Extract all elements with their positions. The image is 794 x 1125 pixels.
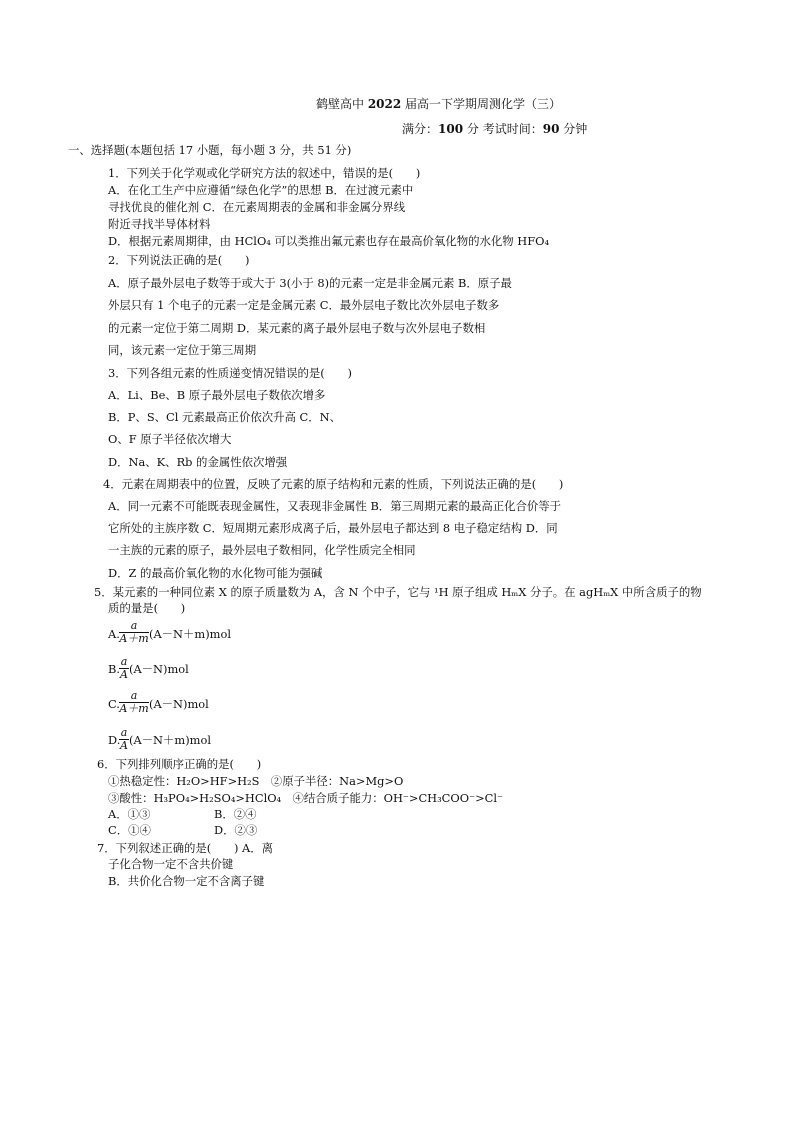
q6-option-d: D．②③ [214, 823, 258, 837]
q6-line: ③酸性：H₃PO₄>H₂SO₄>HClO₄ ④结合质子能力：OH⁻>CH₃COO⁻>Cl⁻ [108, 791, 504, 805]
q3-stem: 3．下列各组元素的性质递变情况错误的是( ) [108, 366, 352, 380]
q5-option-b-label: B. [108, 662, 120, 676]
q1-stem: 1．下列关于化学观或化学研究方法的叙述中，错误的是( ) [108, 166, 421, 180]
exam-meta: 满分：100 分 考试时间：90 分钟 [402, 122, 588, 136]
q4-line: 它所处的主族序数 C．短周期元素形成离子后，最外层电子都达到 8 电子稳定结构 D．同 [108, 521, 558, 535]
q7-stem: 7．下列叙述正确的是( ) A．离 [97, 841, 274, 855]
q4-stem: 4．元素在周期表中的位置，反映了元素的原子结构和元素的性质，下列说法正确的是( ) [103, 477, 564, 491]
q6-line: ①热稳定性：H₂O>HF>H₂S ②原子半径：Na>Mg>O [108, 774, 404, 788]
q5-option-a-tail: (A－N＋m)mol [149, 627, 231, 641]
q7-option-b: B．共价化合物一定不含离子键 [108, 874, 265, 888]
page-title: 鹤壁高中 2022 届高一下学期周测化学（三） [316, 97, 562, 111]
q5-line: 质的量是( ) [108, 601, 186, 615]
q4-option-d: D．Z 的最高价氧化物的水化物可能为强碱 [108, 566, 323, 580]
q2-line: 的元素一定位于第二周期 D．某元素的离子最外层电子数与次外层电子数相 [108, 321, 486, 335]
q5-stem: 5．某元素的一种同位素 X 的原子质量数为 A，含 N 个中子，它与 ¹H 原子组成 HₘX 分子。在 agHₘX 中所含质子的物 [94, 585, 702, 599]
q5-option-d-label: D. [108, 733, 121, 747]
q5-option-c-label: C. [108, 697, 120, 711]
q2-stem: 2．下列说法正确的是( ) [108, 253, 250, 267]
q4-line: A．同一元素不可能既表现金属性，又表现非金属性 B．第三周期元素的最高正化合价等于 [108, 499, 562, 513]
q1-line: 寻找优良的催化剂 C．在元素周期表的金属和非金属分界线 [108, 200, 406, 214]
q7-line: 子化合物一定不含共价键 [108, 857, 234, 871]
q5-option-d-tail: (A－N＋m)mol [129, 733, 211, 747]
q1-option-d: D．根据元素周期律，由 HClO₄ 可以类推出氟元素也存在最高价氧化物的水化物 HFO₄ [108, 234, 550, 248]
q4-line: 一主族的元素的原子，最外层电子数相同，化学性质完全相同 [108, 543, 416, 557]
section-heading: 一、选择题(本题包括 17 小题，每小题 3 分，共 51 分) [68, 143, 352, 157]
q5-option-b-fraction: a A [120, 655, 128, 681]
q3-line: B．P、S、Cl 元素最高正价依次升高 C．N、 [108, 410, 341, 424]
q2-line: 同，该元素一定位于第三周期 [108, 343, 257, 357]
q3-option-a: A．Li、Be、B 原子最外层电子数依次增多 [108, 388, 326, 402]
q5-option-b-tail: (A－N)mol [129, 662, 189, 676]
q5-option-c-tail: (A－N)mol [149, 697, 209, 711]
q3-line: O、F 原子半径依次增大 [108, 432, 232, 446]
q2-line: A．原子最外层电子数等于或大于 3(小于 8)的元素一定是非金属元素 B．原子最 [108, 276, 512, 290]
q6-option-b: B．②④ [214, 807, 257, 821]
q5-option-c-fraction: a A＋m [119, 689, 149, 715]
q2-line: 外层只有 1 个电子的元素一定是金属元素 C．最外层电子数比次外层电子数多 [108, 298, 500, 312]
q5-option-a-label: A. [108, 627, 120, 641]
q5-option-d-fraction: a A [120, 726, 128, 752]
q1-line: A．在化工生产中应遵循“绿色化学”的思想 B．在过渡元素中 [108, 183, 414, 197]
q6-option-c: C．①④ [108, 823, 151, 837]
q6-stem: 6．下列排列顺序正确的是( ) [97, 757, 262, 771]
q1-line: 附近寻找半导体材料 [108, 217, 211, 231]
q3-option-d: D．Na、K、Rb 的金属性依次增强 [108, 455, 288, 469]
q5-option-a-fraction: a A＋m [119, 619, 149, 645]
q6-option-a: A．①③ [108, 807, 151, 821]
